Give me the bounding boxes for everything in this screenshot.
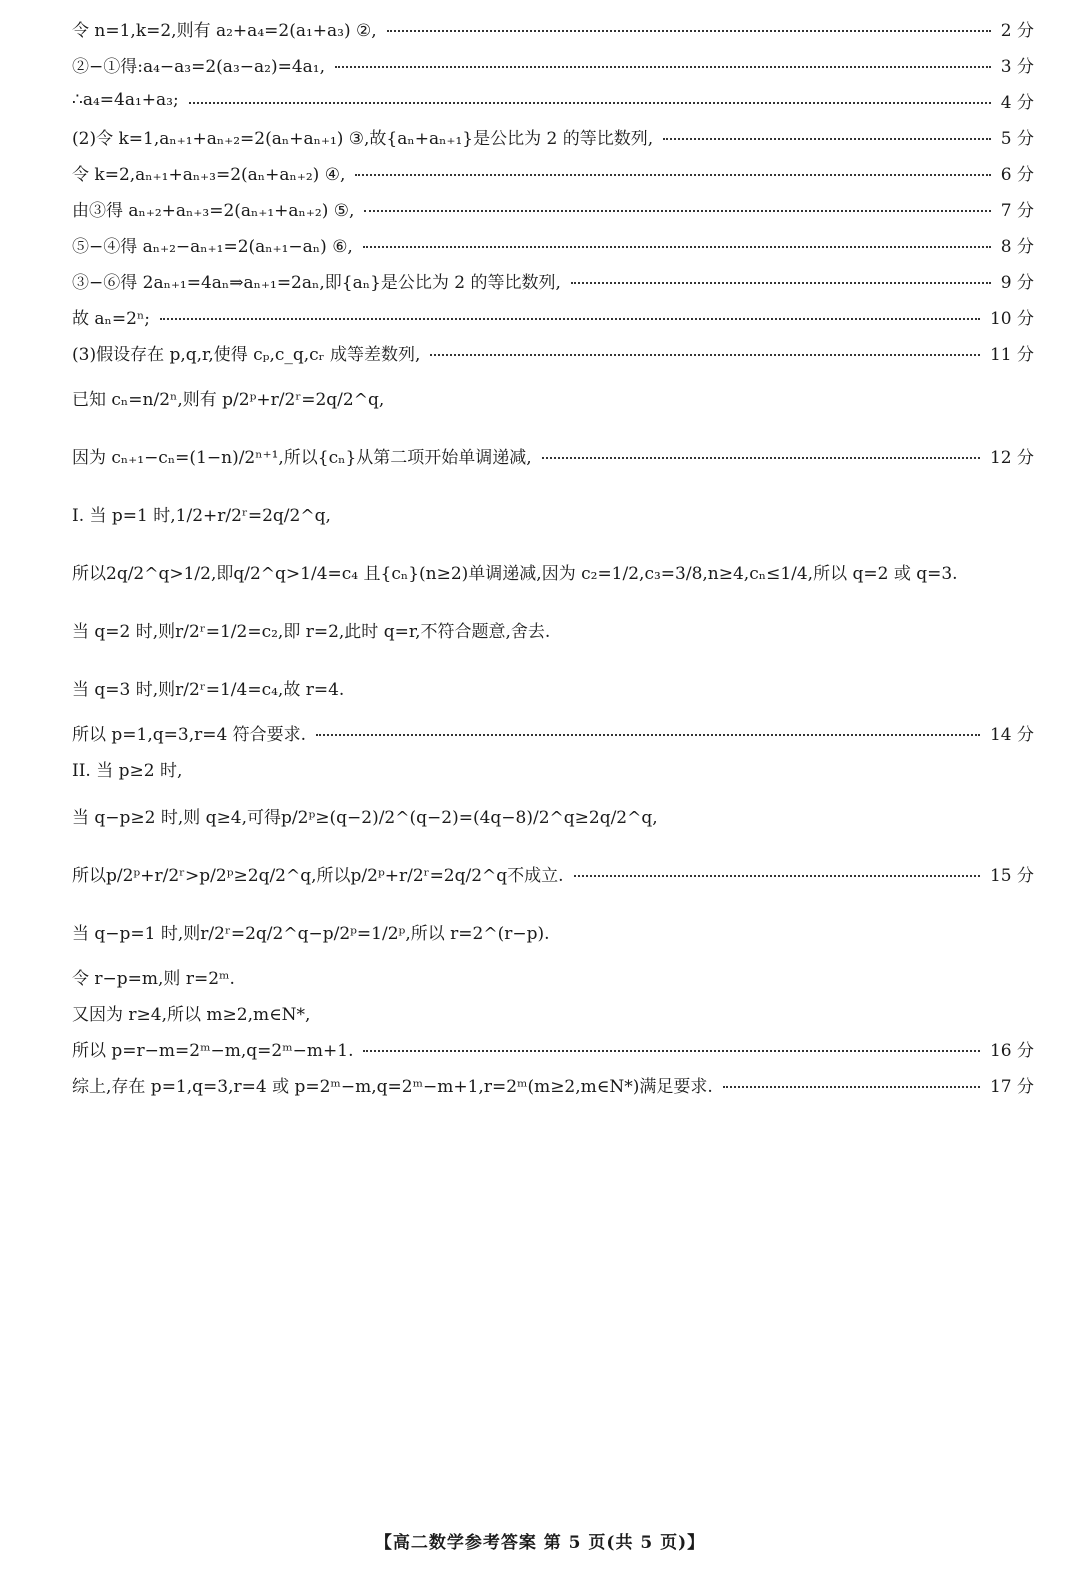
- line-text: ⑤−④得 aₙ₊₂−aₙ₊₁=2(aₙ₊₁−aₙ) ⑥,: [72, 236, 353, 257]
- solution-line: [72, 496, 1034, 530]
- line-text: 已知 cₙ=n/2ⁿ,则有 p/2ᵖ+r/2ʳ=2q/2^q,: [72, 389, 385, 410]
- solution-line: [72, 14, 1034, 42]
- score-label: 4 分: [1000, 92, 1034, 113]
- line-text: ②−①得:a₄−a₃=2(a₃−a₂)=4a₁,: [72, 56, 325, 77]
- solution-line: [72, 158, 1034, 186]
- line-text: 当 q=2 时,则r/2ʳ=1/2=c₂,即 r=2,此时 q=r,不符合题意,舍去.: [72, 621, 551, 642]
- solution-line: [72, 122, 1034, 150]
- score-label: 3 分: [1000, 56, 1034, 77]
- solution-line: [72, 612, 1034, 646]
- solution-line: [72, 718, 1034, 746]
- line-text: (2)令 k=1,aₙ₊₁+aₙ₊₂=2(aₙ+aₙ₊₁) ③,故{aₙ+aₙ₊₁}是公比为 2 的等比数列,: [72, 128, 654, 149]
- leader-dots: [316, 734, 980, 736]
- score-label: 11 分: [989, 344, 1034, 365]
- solution-line: [72, 86, 1034, 114]
- solution-line: [72, 754, 1034, 782]
- solution-line: [72, 856, 1034, 890]
- score-label: 16 分: [989, 1040, 1034, 1061]
- solution-line: [72, 1034, 1034, 1062]
- solution-line: [72, 554, 1034, 588]
- solution-line: [72, 380, 1034, 414]
- solution-line: [72, 302, 1034, 330]
- solution-line: [72, 266, 1034, 294]
- leader-dots: [355, 174, 990, 176]
- leader-dots: [387, 30, 991, 32]
- leader-dots: [363, 246, 991, 248]
- line-text: ∴a₄=4a₁+a₃;: [72, 90, 179, 110]
- solution-line: [72, 998, 1034, 1026]
- solution-line: [72, 194, 1034, 222]
- leader-dots: [542, 457, 980, 459]
- leader-dots: [363, 1050, 979, 1052]
- line-text: (3)假设存在 p,q,r,使得 cₚ,c_q,cᵣ 成等差数列,: [72, 344, 421, 365]
- line-text: 令 n=1,k=2,则有 a₂+a₄=2(a₁+a₃) ②,: [72, 20, 377, 41]
- leader-dots: [571, 282, 991, 284]
- line-text: 当 q=3 时,则r/2ʳ=1/4=c₄,故 r=4.: [72, 679, 345, 700]
- score-label: 14 分: [989, 724, 1034, 745]
- solution-line: [72, 670, 1034, 704]
- score-label: 5 分: [1000, 128, 1034, 149]
- score-label: 2 分: [1000, 20, 1034, 41]
- solution-line: [72, 798, 1034, 832]
- score-label: 6 分: [1000, 164, 1034, 185]
- score-label: 8 分: [1000, 236, 1034, 257]
- page-footer: 【高二数学参考答案 第 5 页(共 5 页)】: [374, 1533, 706, 1553]
- solution-line: [72, 338, 1034, 366]
- line-text: 又因为 r≥4,所以 m≥2,m∈N*,: [72, 1004, 311, 1025]
- leader-dots: [189, 102, 991, 104]
- solution-line: [72, 230, 1034, 258]
- line-text: 因为 cₙ₊₁−cₙ=(1−n)/2ⁿ⁺¹,所以{cₙ}从第二项开始单调递减,: [72, 447, 532, 468]
- solution-line: [72, 438, 1034, 472]
- solution-line: [72, 914, 1034, 948]
- leader-dots: [430, 354, 980, 356]
- line-text: 故 aₙ=2ⁿ;: [72, 308, 151, 329]
- score-label: 7 分: [1000, 200, 1034, 221]
- leader-dots: [335, 66, 991, 68]
- line-text: 所以p/2ᵖ+r/2ʳ>p/2ᵖ≥2q/2^q,所以p/2ᵖ+r/2ʳ=2q/2^q不成立.: [72, 865, 564, 886]
- line-text: I. 当 p=1 时,1/2+r/2ʳ=2q/2^q,: [72, 505, 331, 526]
- leader-dots: [663, 138, 991, 140]
- line-text: 当 q−p≥2 时,则 q≥4,可得p/2ᵖ≥(q−2)/2^(q−2)=(4q−8)/2^q≥2q/2^q,: [72, 807, 658, 828]
- line-text: 综上,存在 p=1,q=3,r=4 或 p=2ᵐ−m,q=2ᵐ−m+1,r=2ᵐ(m≥2,m∈N*)满足要求.: [72, 1076, 713, 1097]
- line-text: 由③得 aₙ₊₂+aₙ₊₃=2(aₙ₊₁+aₙ₊₂) ⑤,: [72, 200, 355, 221]
- line-text: ③−⑥得 2aₙ₊₁=4aₙ⇒aₙ₊₁=2aₙ,即{aₙ}是公比为 2 的等比数列,: [72, 272, 561, 293]
- leader-dots: [574, 875, 980, 877]
- leader-dots: [723, 1086, 980, 1088]
- score-label: 9 分: [1000, 272, 1034, 293]
- score-label: 10 分: [989, 308, 1034, 329]
- line-text: 所以2q/2^q>1/2,即q/2^q>1/4=c₄ 且{cₙ}(n≥2)单调递减,因为 c₂=1/2,c₃=3/8,n≥4,cₙ≤1/4,所以 q=2 或 q=3.: [72, 563, 958, 584]
- solution-line: [72, 1070, 1034, 1098]
- score-label: 17 分: [989, 1076, 1034, 1097]
- line-text: II. 当 p≥2 时,: [72, 760, 183, 781]
- solution-line: [72, 50, 1034, 78]
- score-label: 15 分: [989, 865, 1034, 886]
- line-text: 当 q−p=1 时,则r/2ʳ=2q/2^q−p/2ᵖ=1/2ᵖ,所以 r=2^(r−p).: [72, 923, 550, 944]
- leader-dots: [160, 318, 980, 320]
- leader-dots: [364, 210, 990, 212]
- line-text: 所以 p=1,q=3,r=4 符合要求.: [72, 724, 307, 745]
- score-label: 12 分: [989, 447, 1034, 468]
- solution-line: [72, 962, 1034, 990]
- line-text: 令 r−p=m,则 r=2ᵐ.: [72, 968, 235, 989]
- line-text: 令 k=2,aₙ₊₁+aₙ₊₃=2(aₙ+aₙ₊₂) ④,: [72, 164, 346, 185]
- line-text: 所以 p=r−m=2ᵐ−m,q=2ᵐ−m+1.: [72, 1040, 354, 1061]
